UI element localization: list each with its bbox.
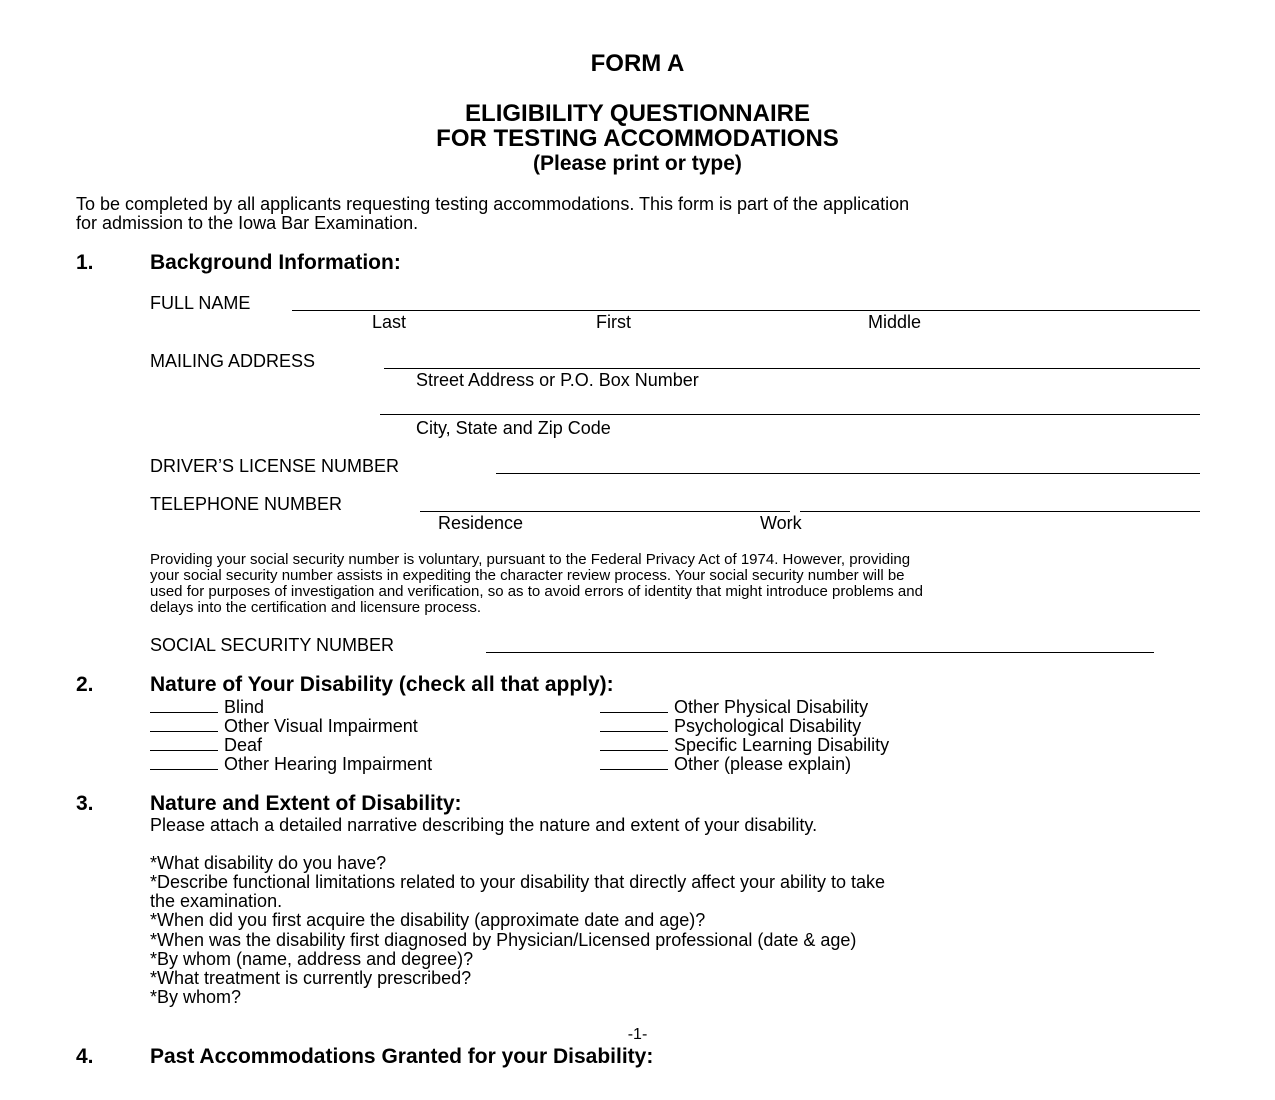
city-state-zip-caption: City, State and Zip Code bbox=[416, 418, 611, 438]
section1-number: 1. bbox=[76, 251, 94, 274]
option-label: Other (please explain) bbox=[674, 754, 852, 774]
full-name-last-caption: Last bbox=[372, 312, 407, 332]
option-specific-learning bbox=[600, 734, 889, 753]
telephone-residence-field[interactable] bbox=[420, 511, 790, 512]
option-blind-checkbox[interactable] bbox=[150, 696, 218, 713]
section4-number: 4. bbox=[76, 1045, 94, 1068]
privacy-line3: used for purposes of investigation and verification, so as to avoid errors of identity that might introduce problems and bbox=[150, 583, 923, 600]
form-title-line2: FOR TESTING ACCOMMODATIONS bbox=[436, 125, 839, 152]
page-number: -1- bbox=[627, 1026, 648, 1043]
intro-line2: for admission to the Iowa Bar Examination. bbox=[76, 213, 419, 233]
option-psychological bbox=[600, 715, 889, 734]
option-label: Other Visual Impairment bbox=[224, 716, 418, 736]
ssn-field[interactable] bbox=[486, 652, 1154, 653]
section3-instruction: Please attach a detailed narrative describing the nature and extent of your disability. bbox=[150, 815, 818, 835]
option-label: Deaf bbox=[224, 735, 263, 755]
option-other-visual-checkbox[interactable] bbox=[150, 715, 218, 732]
option-other-visual bbox=[150, 715, 432, 734]
question-1: *What disability do you have? bbox=[150, 853, 387, 873]
form-subtitle: (Please print or type) bbox=[533, 152, 742, 175]
section3-number: 3. bbox=[76, 792, 94, 815]
option-label: Specific Learning Disability bbox=[674, 735, 890, 755]
privacy-line4: delays into the certification and licensure process. bbox=[150, 599, 482, 616]
street-address-caption: Street Address or P.O. Box Number bbox=[416, 370, 699, 390]
option-specific-learning-checkbox[interactable] bbox=[600, 734, 668, 751]
option-other-physical-checkbox[interactable] bbox=[600, 696, 668, 713]
telephone-label: TELEPHONE NUMBER bbox=[150, 494, 343, 514]
mailing-address-label: MAILING ADDRESS bbox=[150, 351, 316, 371]
telephone-work-field[interactable] bbox=[800, 511, 1200, 512]
option-other-explain bbox=[600, 753, 889, 772]
ssn-label: SOCIAL SECURITY NUMBER bbox=[150, 635, 395, 655]
option-label: Other Physical Disability bbox=[674, 697, 869, 717]
question-2-line1: *Describe functional limitations related to your disability that directly affect your ability to take bbox=[150, 872, 886, 892]
option-other-hearing bbox=[150, 753, 432, 772]
question-7: *By whom? bbox=[150, 987, 242, 1007]
option-blind bbox=[150, 696, 432, 715]
option-label: Psychological Disability bbox=[674, 716, 862, 736]
full-name-first-caption: First bbox=[596, 312, 631, 332]
option-deaf bbox=[150, 734, 432, 753]
city-state-zip-field[interactable] bbox=[380, 414, 1200, 415]
option-other-hearing-checkbox[interactable] bbox=[150, 753, 218, 770]
section2-number: 2. bbox=[76, 673, 94, 696]
full-name-middle-caption: Middle bbox=[868, 312, 922, 332]
disability-options-left bbox=[150, 696, 432, 772]
full-name-label: FULL NAME bbox=[150, 293, 251, 313]
form-label: FORM A bbox=[590, 50, 685, 77]
option-other-physical bbox=[600, 696, 889, 715]
telephone-work-caption: Work bbox=[760, 513, 802, 533]
section3-heading: Nature and Extent of Disability: bbox=[150, 792, 462, 815]
intro-line1: To be completed by all applicants requesting testing accommodations. This form is part of the application bbox=[76, 194, 910, 214]
question-6: *What treatment is currently prescribed? bbox=[150, 968, 472, 988]
section1-heading: Background Information: bbox=[150, 251, 401, 274]
disability-options-right bbox=[600, 696, 889, 772]
question-5: *By whom (name, address and degree)? bbox=[150, 949, 474, 969]
option-other-explain-checkbox[interactable] bbox=[600, 753, 668, 770]
full-name-field[interactable] bbox=[292, 310, 1200, 311]
question-4: *When was the disability first diagnosed by Physician/Licensed professional (date & age) bbox=[150, 930, 857, 950]
section2-heading: Nature of Your Disability (check all that apply): bbox=[150, 673, 614, 696]
privacy-line1: Providing your social security number is voluntary, pursuant to the Federal Privacy Act of 1974. However, providing bbox=[150, 551, 911, 568]
option-label: Blind bbox=[224, 697, 265, 717]
question-2-line2: the examination. bbox=[150, 891, 283, 911]
privacy-line2: your social security number assists in expediting the character review process. Your social security number will be bbox=[150, 567, 905, 584]
option-psychological-checkbox[interactable] bbox=[600, 715, 668, 732]
street-address-field[interactable] bbox=[384, 368, 1200, 369]
question-3: *When did you first acquire the disability (approximate date and age)? bbox=[150, 910, 706, 930]
section4-heading: Past Accommodations Granted for your Disability: bbox=[150, 1045, 654, 1068]
drivers-license-field[interactable] bbox=[496, 473, 1200, 474]
drivers-license-label: DRIVER’S LICENSE NUMBER bbox=[150, 456, 400, 476]
option-label: Other Hearing Impairment bbox=[224, 754, 433, 774]
option-deaf-checkbox[interactable] bbox=[150, 734, 218, 751]
telephone-residence-caption: Residence bbox=[438, 513, 524, 533]
form-title-line1: ELIGIBILITY QUESTIONNAIRE bbox=[465, 100, 810, 127]
